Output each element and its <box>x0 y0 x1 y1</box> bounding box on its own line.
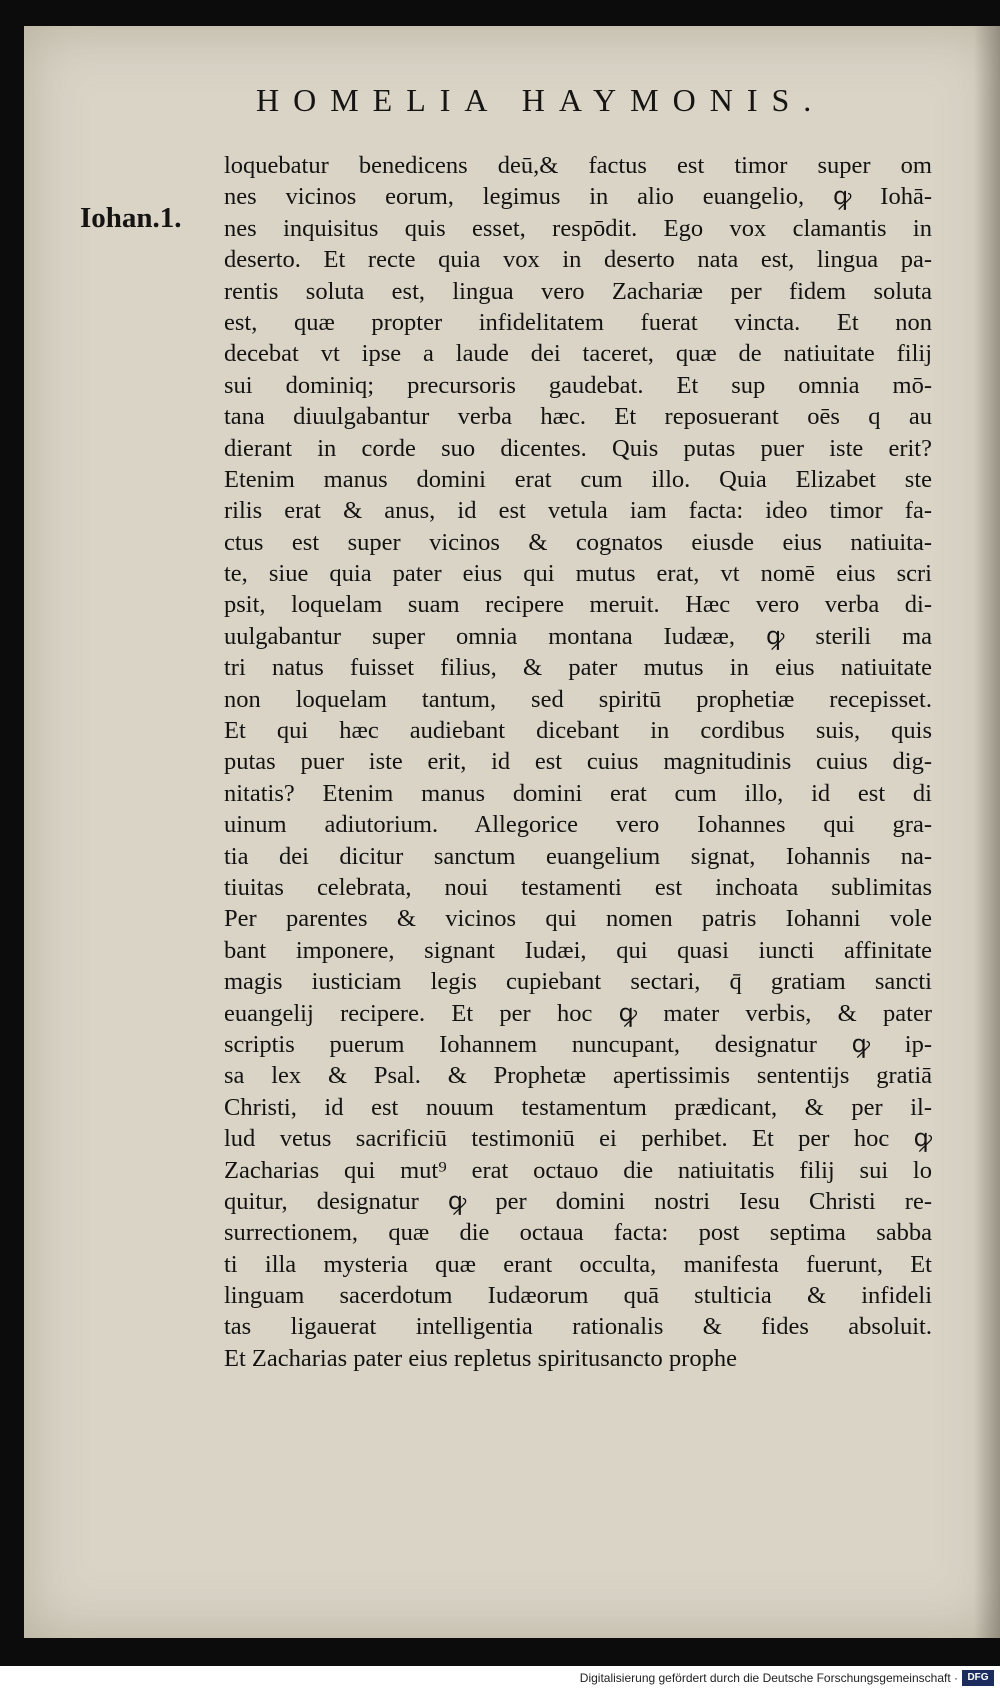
text-line: tas ligauerat intelligentia rationalis & fides absoluit. <box>224 1313 932 1341</box>
footer-bar <box>0 1666 1000 1693</box>
text-line: tiuitas celebrata, noui testamenti est inchoata sublimitas <box>224 873 932 901</box>
text-line: Christi, id est nouum testamentum prædicant, & per il- <box>224 1093 932 1121</box>
text-line: ti illa mysteria quæ erant occulta, manifesta fuerunt, Et <box>224 1250 932 1278</box>
text-line: quitur, designatur ꝙ per domini nostri Iesu Christi re- <box>224 1187 932 1215</box>
body-text <box>224 150 932 1374</box>
page-edge-shadow <box>974 26 1000 1638</box>
text-line: tana diuulgabantur verba hæc. Et reposuerant oēs q au <box>224 403 932 431</box>
text-line: decebat vt ipse a laude dei taceret, quæ de natiuitate filij <box>224 340 932 368</box>
text-line: rilis erat & anus, id est vetula iam facta: ideo timor fa- <box>224 497 932 525</box>
text-line: surrectionem, quæ die octaua facta: post septima sabba <box>224 1219 932 1247</box>
dfg-logo: DFG <box>962 1670 994 1686</box>
text-line: nes vicinos eorum, legimus in alio euangelio, ꝙ Iohā- <box>224 183 932 211</box>
text-line: psit, loquelam suam recipere meruit. Hæc vero verba di- <box>224 591 932 619</box>
text-line: dierant in corde suo dicentes. Quis putas puer iste erit? <box>224 434 932 462</box>
text-line: uulgabantur super omnia montana Iudææ, ꝙ sterili ma <box>224 622 932 650</box>
text-line: Et Zacharias pater eius repletus spiritusancto prophe <box>224 1344 737 1372</box>
text-line: nes inquisitus quis esset, respōdit. Ego vox clamantis in <box>224 214 932 242</box>
text-line: te, siue quia pater eius qui mutus erat, vt nomē eius scri <box>224 560 932 588</box>
text-line: tia dei dicitur sanctum euangelium signat, Iohannis na- <box>224 842 932 870</box>
running-head: HOMELIA HAYMONIS. <box>256 82 826 118</box>
text-line: est, quæ propter infidelitatem fuerat vincta. Et non <box>224 308 932 336</box>
text-line: rentis soluta est, lingua vero Zachariæ per fidem soluta <box>224 277 932 305</box>
text-line: lud vetus sacrificiū testimoniū ei perhibet. Et per hoc ꝙ <box>224 1125 932 1153</box>
text-line: nitatis? Etenim manus domini erat cum illo, id est di <box>224 779 932 807</box>
text-line: magis iusticiam legis cupiebant sectari, q̄ gratiam sancti <box>224 968 932 996</box>
text-line: Per parentes & vicinos qui nomen patris Iohanni vole <box>224 905 932 933</box>
text-line: uinum adiutorium. Allegorice vero Iohannes qui gra- <box>224 811 932 839</box>
text-line: linguam sacerdotum Iudæorum quā stulticia & infideli <box>224 1282 932 1310</box>
text-line: putas puer iste erit, id est cuius magnitudinis cuius dig- <box>224 748 932 776</box>
text-line: sui dominiq; precursoris gaudebat. Et sup omnia mō- <box>224 371 932 399</box>
text-line: deserto. Et recte quia vox in deserto nata est, lingua pa- <box>224 246 932 274</box>
text-line: euangelij recipere. Et per hoc ꝙ mater verbis, & pater <box>224 999 932 1027</box>
text-line: Zacharias qui mut⁹ erat octauo die natiuitatis filij sui lo <box>224 1156 932 1184</box>
funding-credit: Digitalisierung gefördert durch die Deutsche Forschungsgemeinschaft · <box>579 1671 958 1685</box>
text-line: ctus est super vicinos & cognatos eiusde eius natiuita- <box>224 528 932 556</box>
marginal-note: Iohan.1. <box>80 202 182 234</box>
text-line: loquebatur benedicens deū,& factus est timor super om <box>224 152 932 179</box>
text-line: sa lex & Psal. & Prophetæ apertissimis sententijs gratiā <box>224 1062 932 1090</box>
text-line: bant imponere, signant Iudæi, qui quasi iuncti affinitate <box>224 936 932 964</box>
text-line: Etenim manus domini erat cum illo. Quia Elizabet ste <box>224 465 932 493</box>
text-line: non loquelam tantum, sed spiritū prophetiæ recepisset. <box>224 685 932 713</box>
text-line: tri natus fuisset filius, & pater mutus in eius natiuitate <box>224 654 932 682</box>
text-line: Et qui hæc audiebant dicebant in cordibus suis, quis <box>224 717 932 745</box>
text-line: scriptis puerum Iohannem nuncupant, designatur ꝙ ip- <box>224 1030 932 1058</box>
